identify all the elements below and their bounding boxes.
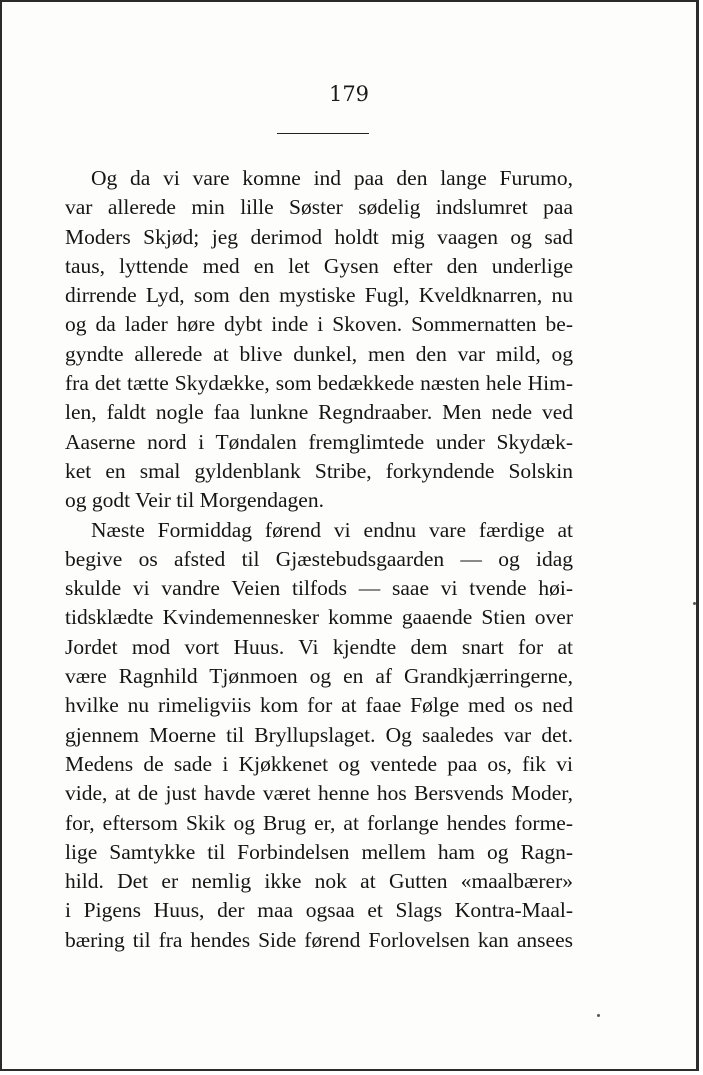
text-line: og da lader høre dybt inde i Skoven. Sommernatten be- (65, 312, 573, 337)
text-line: lige Samtykke til Forbindelsen mellem ham og Ragn- (65, 839, 573, 864)
text-line: begive os afsted til Gjæstebudsgaarden — og idag (65, 546, 573, 571)
text-line: Og da vi vare komne ind paa den lange Furumo, (91, 166, 573, 190)
text-line: len, faldt nogle faa lunkne Regndraaber. Men nede ved (65, 400, 573, 425)
text-line: hild. Det er nemlig ikke nok at Gutten «maalbærer» (65, 869, 573, 894)
text-line: bæring til fra hendes Side førend Forlovelsen kan ansees (65, 927, 573, 952)
speck (597, 1014, 600, 1017)
speck (693, 602, 696, 605)
text-line: gyndte allerede at blive dunkel, men den var mild, og (65, 341, 573, 366)
page-number: 179 (328, 82, 370, 106)
text-line: ket en smal gyldenblank Stribe, forkyndende Solskin (65, 458, 573, 483)
text-line: var allerede min lille Søster sødelig indslumret paa (65, 195, 573, 220)
text-line: fra det tætte Skydække, som bedækkede næsten hele Him- (65, 371, 573, 396)
text-line: taus, lyttende med en let Gysen efter den underlige (65, 253, 573, 278)
text-line: tidsklædte Kvindemennesker komme gaaende Stien over (65, 605, 573, 630)
text-line: dirrende Lyd, som den mystiske Fugl, Kveldknarren, nu (65, 283, 573, 308)
text-line: og godt Veir til Morgendagen. (65, 488, 324, 513)
text-line: hvilke nu rimeligviis kom for at faae Følge med os ned (65, 693, 573, 718)
text-line: i Pigens Huus, der maa ogsaa et Slags Kontra-Maal- (65, 898, 573, 923)
text-line: for, eftersom Skik og Brug er, at forlange hendes forme- (65, 810, 573, 835)
text-line: være Ragnhild Tjønmoen og en af Grandkjærringerne, (65, 664, 573, 689)
header-rule (277, 133, 369, 134)
text-line: Medens de sade i Kjøkkenet og ventede paa os, fik vi (65, 751, 573, 776)
text-line: Aaserne nord i Tøndalen fremglimtede under Skydæk- (65, 429, 573, 454)
text-line: vide, at de just havde været henne hos Bersvends Moder, (65, 781, 573, 806)
text-line: gjennem Moerne til Bryllupslaget. Og saaledes var det. (65, 722, 573, 747)
text-line: Jordet mod vort Huus. Vi kjendte dem snart for at (65, 634, 573, 659)
text-line: Moders Skjød; jeg derimod holdt mig vaagen og sad (65, 224, 573, 249)
text-line: Næste Formiddag førend vi endnu vare færdige at (91, 517, 573, 542)
body-text (65, 164, 573, 955)
text-line: skulde vi vandre Veien tilfods — saae vi tvende høi- (65, 576, 573, 601)
